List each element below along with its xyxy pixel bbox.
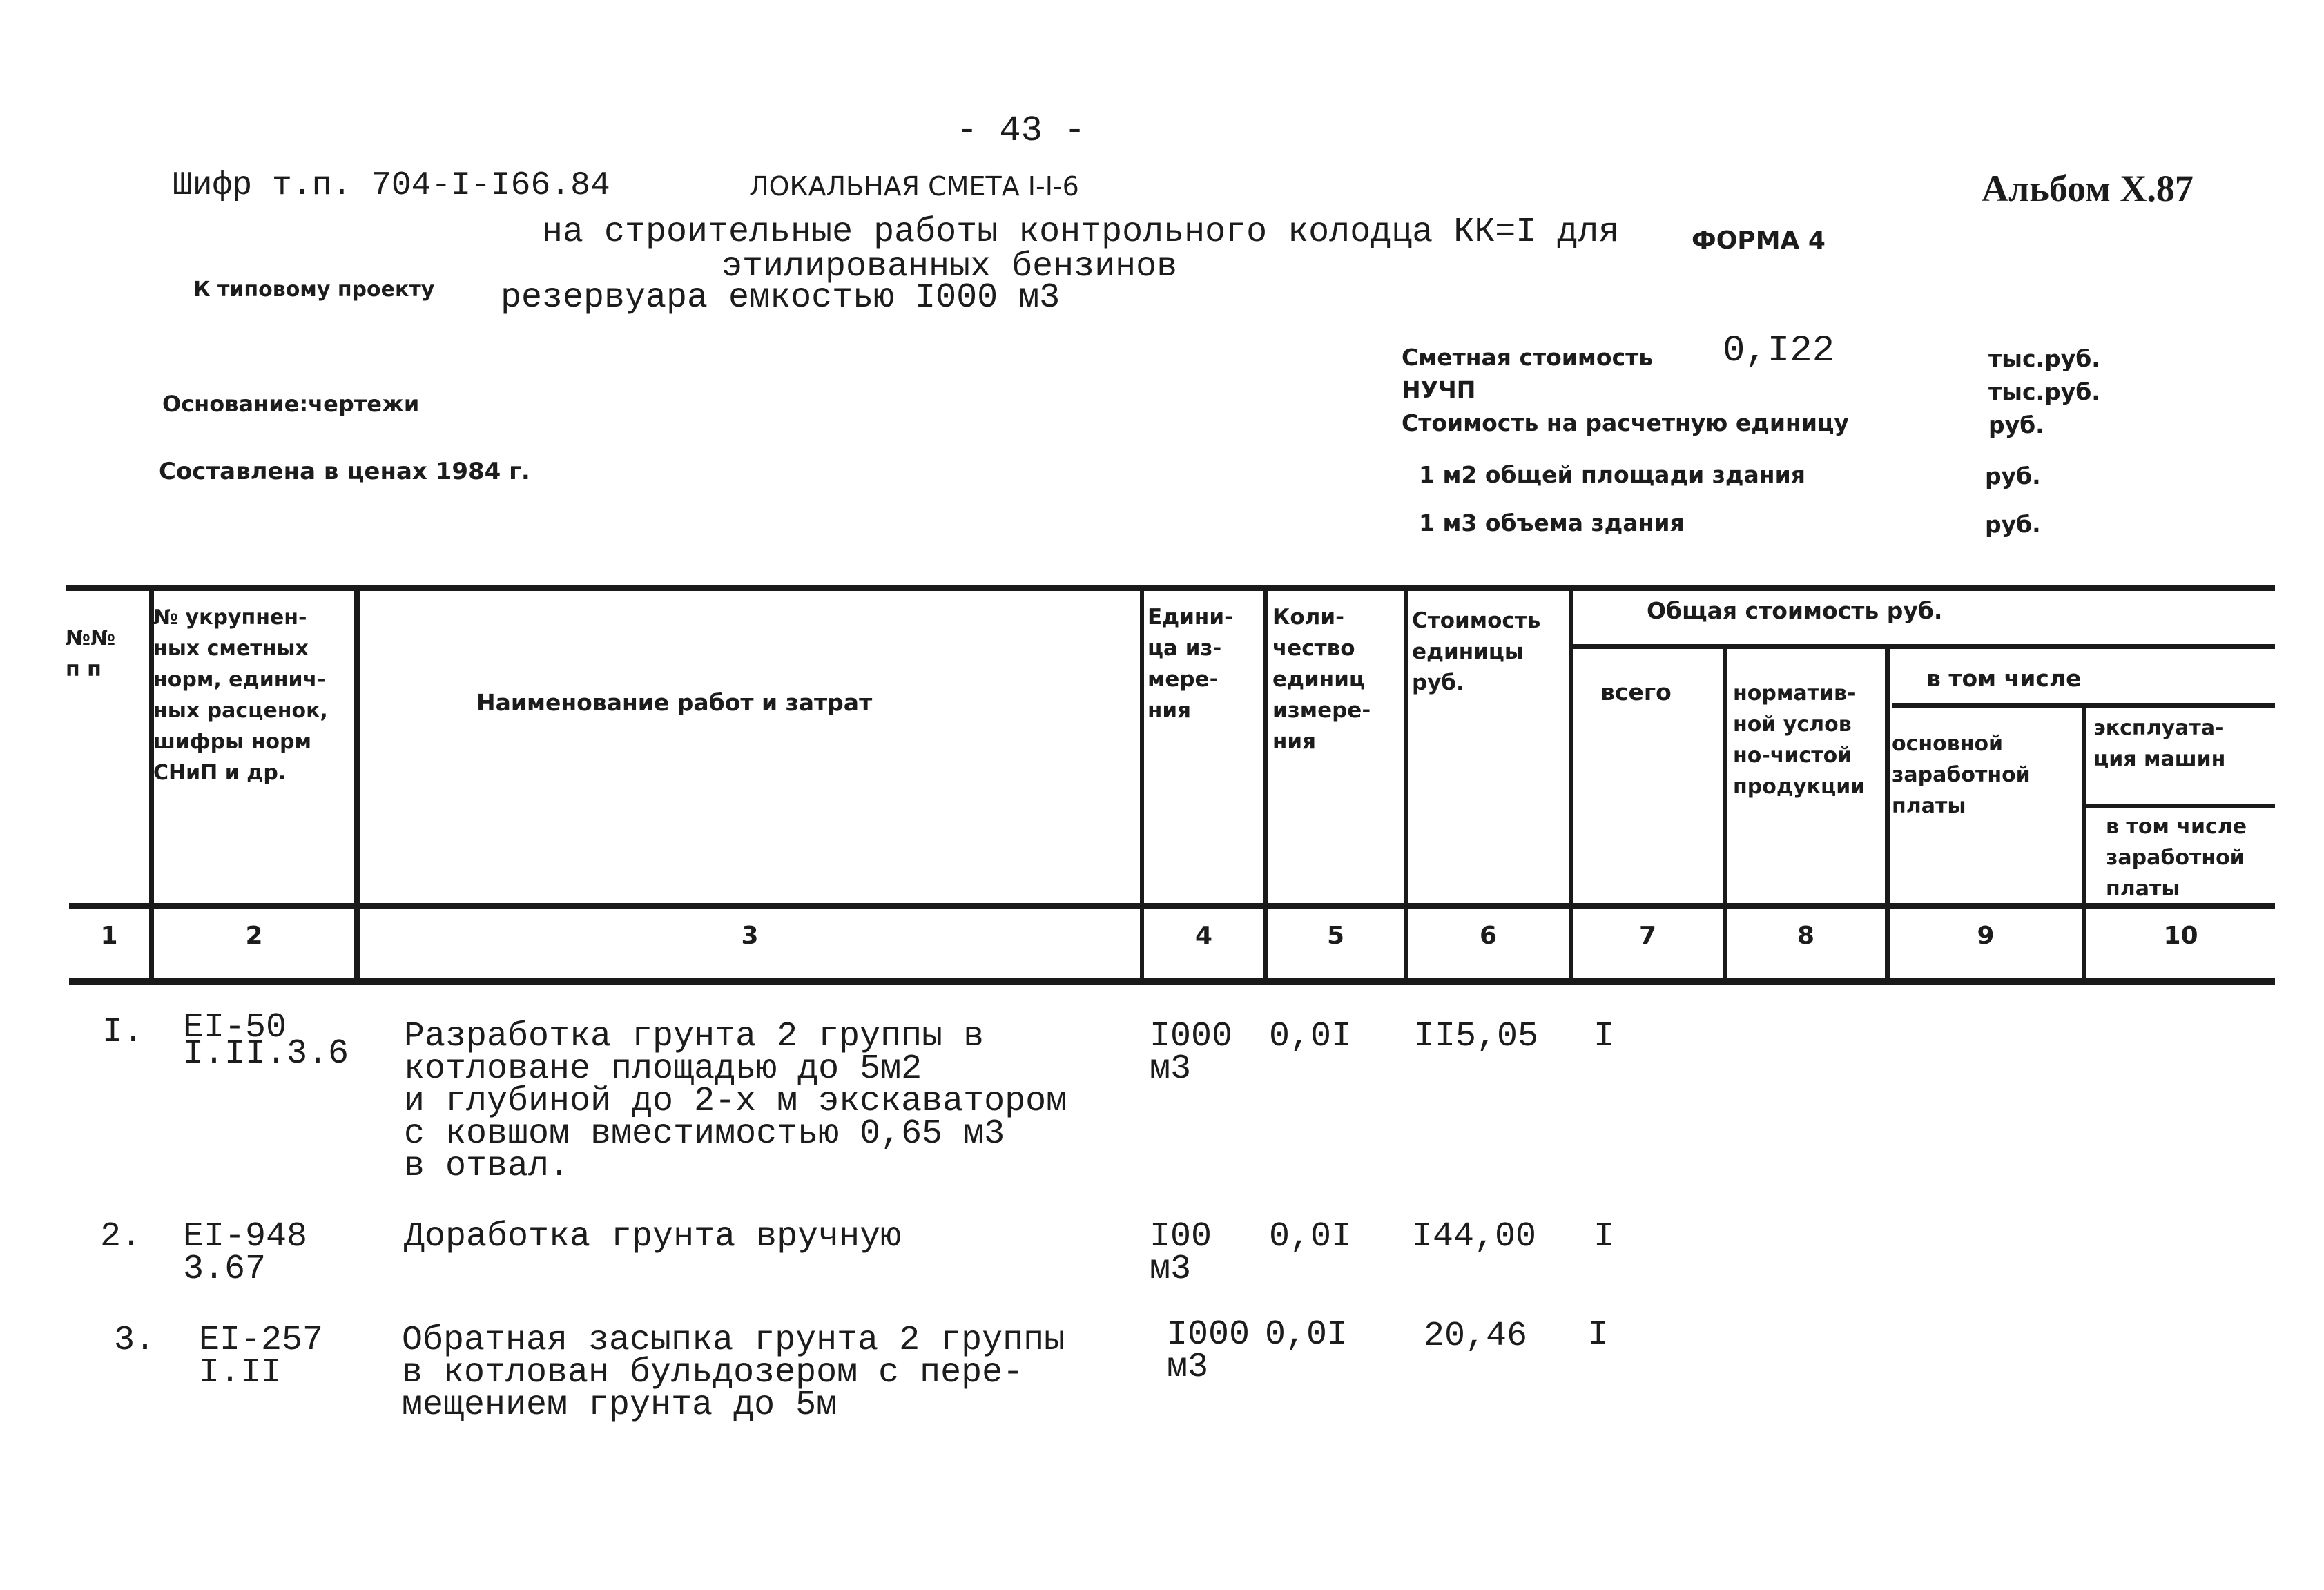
header-col-8: норматив- ной услов но-чистой продукции [1733,681,1866,799]
header-col-1: №№ п п [66,626,116,681]
column-number-9: 9 [1977,922,1995,950]
column-number-6: 6 [1479,922,1498,950]
header-col-10: эксплуата- ция машин [2093,716,2226,771]
row-work-name: Доработка грунта вручную [404,1217,902,1257]
header-total-group: Общая стоимость руб. [1647,597,1943,624]
subtitle-line-2: этилированных бензинов [722,247,1178,287]
row-code: EI-50 I.II.3.6 [183,1008,349,1074]
subtitle-line-1: на строительные работы контрольного колодца КК=I для [542,213,1620,252]
row-code: EI-257 I.II [199,1321,324,1393]
row-work-name: Обратная засыпка грунта 2 группы в котлован бульдозером с пере- мещением грунта до 5м [402,1321,1065,1425]
column-number-2: 2 [245,922,263,950]
row-number: 2. [100,1217,142,1257]
page-number: - 43 - [956,110,1086,151]
column-number-4: 4 [1194,922,1213,950]
project-reference: К типовому проекту [193,278,435,302]
row-total: I [1594,1217,1615,1257]
row-unit: I00 м3 [1150,1217,1212,1289]
header-col-4: Едини- ца из- мере- ния [1148,605,1233,723]
area-cost-label: 1 м2 общей площади здания [1419,461,1805,488]
header-incl-group: в том числе [1926,665,2082,692]
col-divider-9 [2082,703,2086,985]
column-number-3: 3 [741,922,759,950]
column-number-1: 1 [100,922,118,950]
volume-cost-unit: руб. [1985,511,2041,538]
nuchp-label: НУЧП [1402,376,1476,403]
column-number-5: 5 [1326,922,1345,950]
row-total: I [1588,1315,1609,1355]
row-number: I. [102,1013,144,1052]
column-number-bottom-rule [69,978,2275,985]
column-number-7: 7 [1638,922,1657,950]
row-total: I [1594,1017,1615,1056]
row-code: EI-948 3.67 [183,1217,308,1289]
header-col-10-sub: в том числе заработной платы [2106,815,2247,901]
unit-cost-unit: руб. [1988,411,2044,438]
album-label: Альбом X.87 [1982,168,2194,209]
row-unit: I000 м3 [1167,1315,1250,1387]
row-quantity: 0,0I [1269,1017,1353,1056]
col10-sub-rule [2085,804,2275,808]
header-col-3: Наименование работ и затрат [476,689,873,716]
estimated-cost-label: Сметная стоимость [1402,344,1654,371]
area-cost-unit: руб. [1985,463,2041,489]
prices-label: Составлена в ценах 1984 г. [159,458,530,485]
row-work-name: Разработка грунта 2 группы в котловане площадью до 5м2 и глубиной до 2-х м экскаватором с ковшом вместимостью 0,65 м3 в отвал. [404,1017,1067,1186]
row-unit: I000 м3 [1150,1017,1233,1089]
table-top-rule [66,585,2275,591]
estimated-cost-value: 0,I22 [1723,330,1835,372]
row-unit-price: II5,05 [1414,1017,1539,1056]
column-number-8: 8 [1797,922,1815,950]
subtitle-line-3: резервуара емкостью I000 м3 [501,278,1061,318]
cipher-text: Шифр т.п. 704-I-I66.84 [173,167,610,204]
cipher [173,164,610,204]
col-divider-2 [354,585,360,985]
row-quantity: 0,0I [1265,1315,1348,1355]
unit-cost-label: Стоимость на расчетную единицу [1402,409,1849,436]
header-col-6: Стоимость единицы руб. [1412,608,1541,695]
row-quantity: 0,0I [1269,1217,1353,1257]
header-col-5: Коли- чество единиц измере- ния [1272,605,1371,754]
row-unit-price: 20,46 [1424,1317,1528,1356]
col-divider-8 [1885,644,1890,985]
estimated-cost-unit: тыс.руб. [1988,345,2100,372]
header-col-7: всего [1600,679,1672,706]
nuchp-unit: тыс.руб. [1988,378,2100,405]
total-group-rule [1571,644,2275,649]
estimate-title: ЛОКАЛЬНАЯ СМЕТА I-I-6 [749,171,1079,202]
header-bottom-rule [69,903,2275,909]
header-col-2: № укрупнен- ных сметных норм, единич- ных расценок, шифры норм СНиП и др. [153,605,328,785]
header-col-9: основной заработной платы [1892,732,2031,818]
basis-label: Основание:чертежи [162,391,420,417]
volume-cost-label: 1 м3 объема здания [1419,510,1685,536]
form-label: ФОРМА 4 [1692,226,1826,255]
column-number-10: 10 [2163,922,2198,950]
row-number: 3. [114,1321,156,1360]
row-unit-price: I44,00 [1412,1217,1537,1257]
